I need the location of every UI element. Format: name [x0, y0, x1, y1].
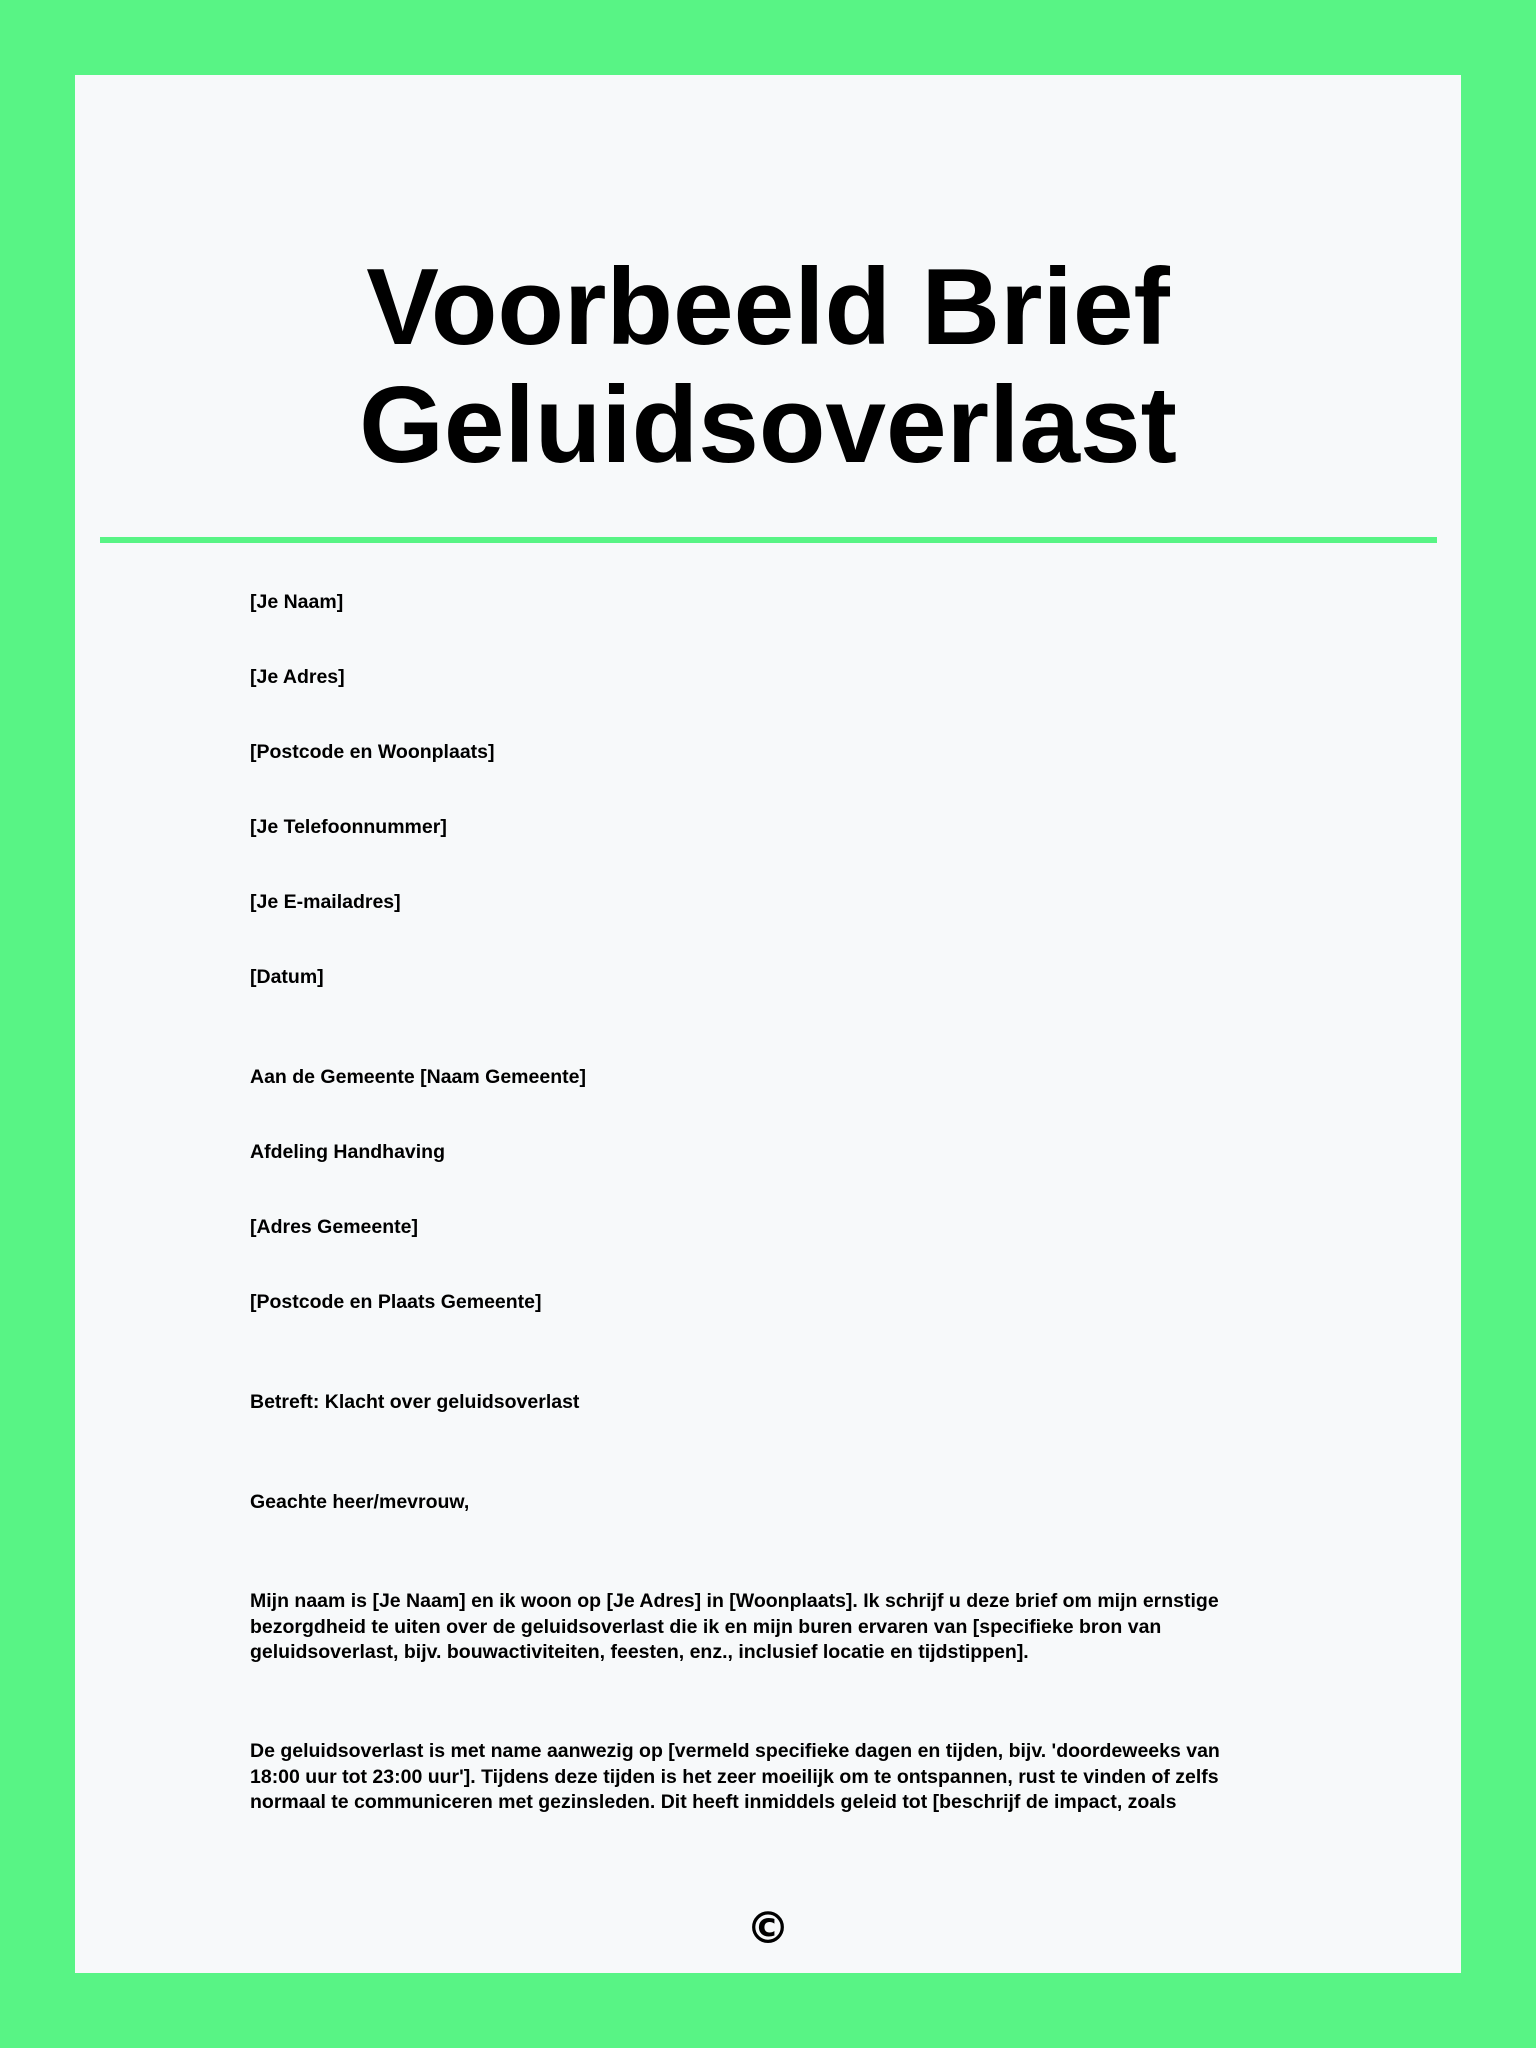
paragraph-line: Mijn naam is [Je Naam] en ik woon op [Je Adres] in [Woonplaats]. Ik schrijf u deze brief om mijn ernstige	[250, 1590, 1219, 1612]
recipient-to: Aan de Gemeente [Naam Gemeente]	[250, 1066, 586, 1088]
sender-address: [Je Adres]	[250, 666, 345, 688]
recipient-postcode-city: [Postcode en Plaats Gemeente]	[250, 1291, 542, 1313]
sender-postcode-city: [Postcode en Woonplaats]	[250, 741, 495, 763]
sender-name: [Je Naam]	[250, 591, 344, 613]
letter-date: [Datum]	[250, 966, 324, 988]
body-paragraph-1	[250, 1589, 1280, 1666]
paragraph-line: 18:00 uur tot 23:00 uur']. Tijdens deze tijden is het zeer moeilijk om te ontspannen, rust te vinden of zelfs	[250, 1765, 1219, 1788]
recipient-department: Afdeling Handhaving	[250, 1141, 445, 1163]
letter-salutation: Geachte heer/mevrouw,	[250, 1491, 470, 1513]
title-divider	[100, 537, 1437, 543]
sender-phone: [Je Telefoonnummer]	[250, 816, 447, 838]
title-line-1: Voorbeeld Brief	[366, 246, 1170, 368]
paragraph-line: normaal te communiceren met gezinsleden. Dit heeft inmiddels geleid tot [beschrijf de impact, zoals	[250, 1791, 1177, 1813]
letter-subject: Betreft: Klacht over geluidsoverlast	[250, 1391, 580, 1413]
paragraph-line: De geluidsoverlast is met name aanwezig op [vermeld specifieke dagen en tijden, bijv. 'doordeweeks van	[250, 1740, 1220, 1762]
page-title	[0, 248, 1536, 484]
title-line-2: Geluidsoverlast	[359, 364, 1177, 486]
copyright-icon: ©	[746, 1903, 790, 1954]
paragraph-line: geluidsoverlast, bijv. bouwactiviteiten, feesten, enz., inclusief locatie en tijdstippen].	[250, 1641, 1029, 1663]
sender-email: [Je E-mailadres]	[250, 891, 401, 913]
body-paragraph-2	[250, 1739, 1280, 1816]
paragraph-line: bezorgdheid te uiten over de geluidsoverlast die ik en mijn buren ervaren van [specifieke bron van	[250, 1615, 1162, 1638]
recipient-address: [Adres Gemeente]	[250, 1216, 418, 1238]
